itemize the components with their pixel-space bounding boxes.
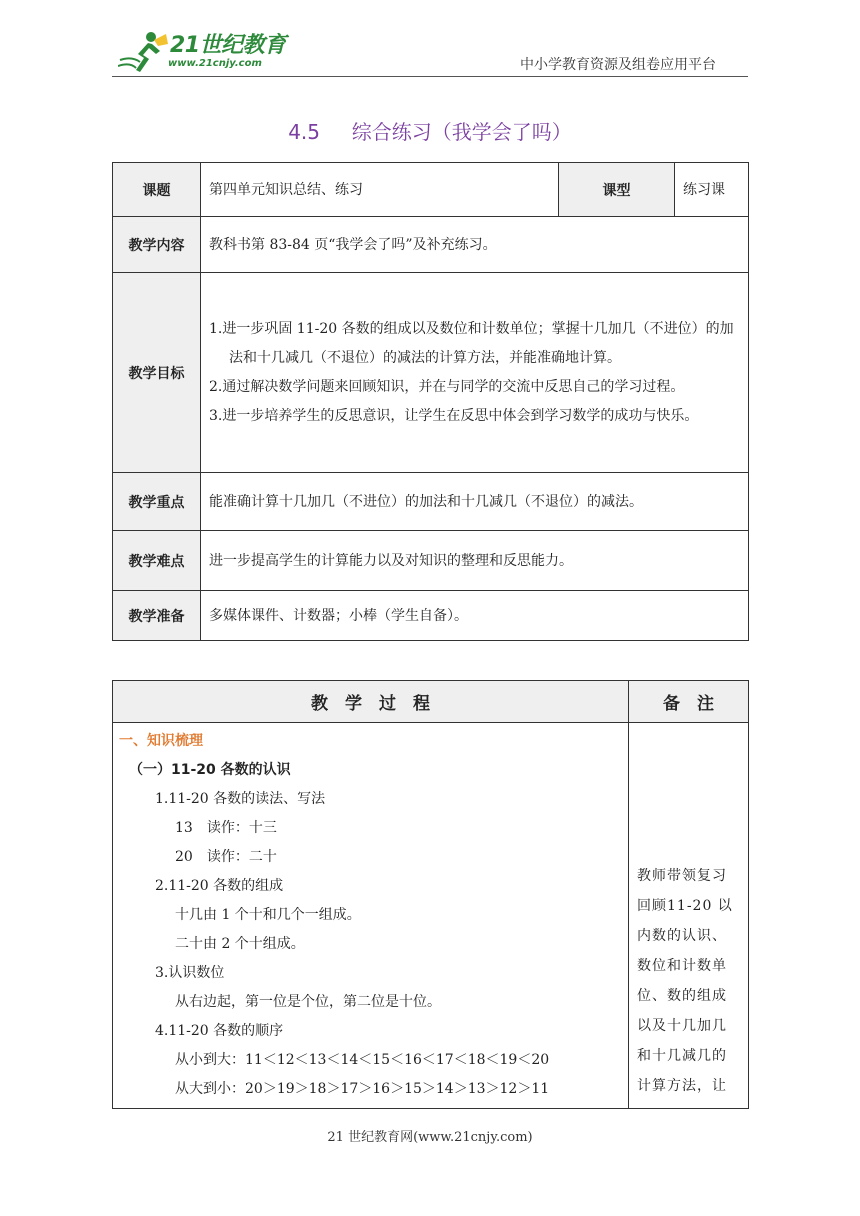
- note-line: 以及十几加几: [637, 1018, 727, 1034]
- type-value: 练习课: [675, 163, 749, 217]
- page-footer: 21 世纪教育网(www.21cnjy.com): [327, 1130, 533, 1145]
- topic-value: 第四单元知识总结、练习: [201, 163, 559, 217]
- note-line: 回顾11-20 以: [637, 898, 733, 914]
- note-line: 和十几减几的: [637, 1048, 727, 1064]
- logo-text: 21世纪教育: [170, 33, 286, 58]
- key-point-label: 教学重点: [113, 473, 201, 531]
- note-line: 计算方法，让: [637, 1078, 727, 1094]
- process-item: 1.11-20 各数的读法、写法: [155, 791, 326, 807]
- subsection-title: （一）11-20 各数的认识: [129, 762, 291, 778]
- notes-content: [629, 723, 749, 1109]
- section-title: 一、知识梳理: [119, 733, 203, 749]
- notes-header: 备 注: [629, 681, 749, 723]
- key-point-row: [113, 473, 749, 531]
- preparation-label: 教学准备: [113, 591, 201, 641]
- goal-item: 1.进一步巩固 11-20 各数的组成以及数位和计数单位；掌握十几加几（不进位）的加法和十几减几（不退位）的减法的计算方法，并能准确地计算。: [209, 320, 734, 366]
- process-detail: 从右边起，第一位是个位，第二位是十位。: [175, 994, 441, 1010]
- process-header-row: [113, 681, 749, 723]
- process-detail: 二十由 2 个十组成。: [175, 936, 305, 952]
- content-row: [113, 217, 749, 273]
- process-content: [113, 723, 629, 1109]
- preparation-row: [113, 591, 749, 641]
- difficulty-label: 教学难点: [113, 531, 201, 591]
- note-line: 内数的认识、: [637, 928, 727, 944]
- process-item: 3.认识数位: [155, 965, 225, 981]
- process-detail: 十几由 1 个十和几个一组成。: [175, 907, 361, 923]
- goals-label: 教学目标: [113, 273, 201, 473]
- page-header: [0, 0, 860, 90]
- process-detail: 13 读作：十三: [175, 820, 277, 836]
- goal-item: 2.通过解决数学问题来回顾知识，并在与同学的交流中反思自己的学习过程。: [209, 378, 685, 395]
- content-value: 教科书第 83-84 页“我学会了吗”及补充练习。: [201, 217, 749, 273]
- content-label: 教学内容: [113, 217, 201, 273]
- process-detail: 从小到大：11＜12＜13＜14＜15＜16＜17＜18＜19＜20: [175, 1052, 550, 1068]
- note-line: 数位和计数单: [637, 958, 727, 974]
- process-header: 教 学 过 程: [113, 681, 629, 723]
- goals-value: [201, 273, 749, 473]
- topic-label: 课题: [113, 163, 201, 217]
- note-line: 位、数的组成: [637, 988, 727, 1004]
- type-label: 课型: [559, 163, 675, 217]
- difficulty-row: [113, 531, 749, 591]
- process-item: 2.11-20 各数的组成: [155, 878, 284, 894]
- running-figure-icon: [118, 30, 170, 74]
- difficulty-value: 进一步提高学生的计算能力以及对知识的整理和反思能力。: [201, 531, 749, 591]
- platform-name: 中小学教育资源及组卷应用平台: [520, 57, 716, 73]
- process-detail: 20 读作：二十: [175, 849, 277, 865]
- site-logo: [118, 28, 288, 76]
- preparation-value: 多媒体课件、计数器；小棒（学生自备）。: [201, 591, 749, 641]
- process-detail: 从大到小：20＞19＞18＞17＞16＞15＞14＞13＞12＞11: [175, 1081, 550, 1097]
- goal-item: 3.进一步培养学生的反思意识，让学生在反思中体会到学习数学的成功与快乐。: [209, 407, 699, 424]
- logo-url: www.21cnjy.com: [168, 58, 262, 69]
- key-point-value: 能准确计算十几加几（不进位）的加法和十几减几（不退位）的减法。: [201, 473, 749, 531]
- lesson-info-table: [112, 162, 749, 641]
- lesson-title: 4.5 综合练习（我学会了吗）: [288, 120, 572, 144]
- note-line: 教师带领复习: [637, 868, 727, 884]
- header-divider: [112, 76, 748, 77]
- topic-row: [113, 163, 749, 217]
- teaching-process-table: [112, 680, 749, 1109]
- goals-list: [209, 315, 740, 431]
- goals-row: [113, 273, 749, 473]
- process-body-row: [113, 723, 749, 1109]
- process-item: 4.11-20 各数的顺序: [155, 1023, 284, 1039]
